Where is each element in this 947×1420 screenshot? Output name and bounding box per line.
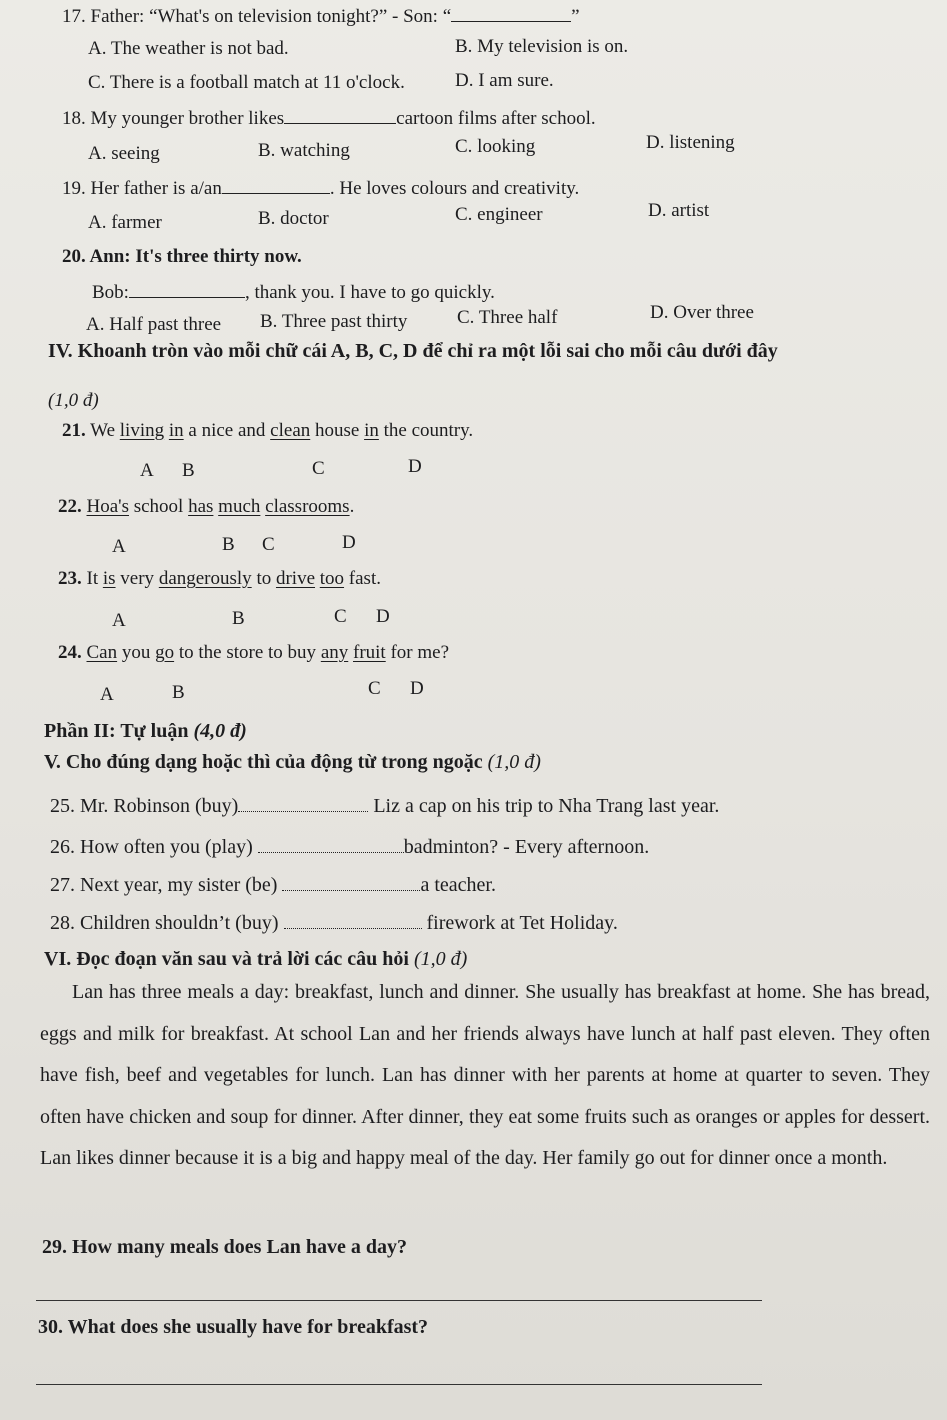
section-6-heading bbox=[44, 948, 467, 971]
option-19b[interactable]: B. doctor bbox=[258, 208, 329, 229]
section-5-title: V. Cho đúng dạng hoặc thì của động từ trong ngoặc bbox=[44, 751, 483, 773]
question-21-word: a nice and bbox=[188, 420, 266, 441]
part-2-heading bbox=[44, 720, 247, 743]
option-18d[interactable]: D. listening bbox=[646, 132, 735, 153]
question-21-option-d[interactable]: in bbox=[364, 420, 379, 441]
question-22-option-c[interactable]: much bbox=[218, 496, 261, 517]
question-21-word: house bbox=[315, 420, 360, 441]
question-21-letter-b: B bbox=[182, 460, 195, 481]
answer-blank-26[interactable] bbox=[258, 838, 404, 853]
question-22-word: school bbox=[133, 496, 184, 517]
question-18-stem: 18. My younger brother likes bbox=[62, 108, 285, 129]
question-23-number: 23. bbox=[58, 568, 82, 589]
question-22 bbox=[58, 496, 354, 518]
part-2-points: (4,0 đ) bbox=[193, 720, 247, 742]
question-21-letter-d: D bbox=[408, 456, 422, 477]
answer-blank-18[interactable] bbox=[284, 109, 396, 124]
option-19d[interactable]: D. artist bbox=[648, 200, 710, 221]
question-22-letter-d: D bbox=[342, 532, 356, 553]
option-17b[interactable]: B. My television is on. bbox=[455, 36, 629, 57]
question-20: 20. Ann: It's three thirty now. bbox=[62, 246, 302, 267]
question-23-letter-b: B bbox=[232, 608, 245, 629]
question-24-letter-d: D bbox=[410, 678, 424, 699]
answer-blank-20[interactable] bbox=[129, 283, 245, 298]
question-17-close-quote: ” bbox=[571, 6, 580, 27]
question-22-letter-a: A bbox=[112, 536, 126, 557]
question-21-option-c[interactable]: clean bbox=[270, 420, 311, 441]
question-23-option-b[interactable]: dangerously bbox=[158, 568, 252, 589]
question-21-number: 21. bbox=[62, 420, 86, 441]
answer-blank-19[interactable] bbox=[222, 179, 330, 194]
question-21-option-a[interactable]: living bbox=[119, 420, 165, 441]
question-27 bbox=[50, 874, 496, 897]
option-18a[interactable]: A. seeing bbox=[88, 143, 160, 164]
question-24-option-b[interactable]: go bbox=[155, 642, 175, 663]
question-27-tail: a teacher. bbox=[420, 874, 496, 896]
question-26 bbox=[50, 836, 649, 859]
question-24-option-c[interactable]: any bbox=[320, 642, 349, 663]
question-25-tail: Liz a cap on his trip to Nha Trang last year. bbox=[373, 795, 720, 817]
question-24-option-a[interactable]: Can bbox=[86, 642, 118, 663]
question-23-letter-a: A bbox=[112, 610, 126, 631]
question-23-option-c[interactable]: drive bbox=[275, 568, 316, 589]
answer-blank-25[interactable] bbox=[238, 797, 368, 812]
question-26-stem: 26. How often you (play) bbox=[50, 836, 253, 858]
question-18-tail: cartoon films after school. bbox=[396, 108, 596, 129]
section-4-points: (1,0 đ) bbox=[48, 390, 99, 411]
option-17d[interactable]: D. I am sure. bbox=[455, 70, 554, 91]
question-24-letter-b: B bbox=[172, 682, 185, 703]
option-19c[interactable]: C. engineer bbox=[455, 204, 543, 225]
question-24-letter-a: A bbox=[100, 684, 114, 705]
question-22-letter-b: B bbox=[222, 534, 235, 555]
part-2-title: Phần II: Tự luận bbox=[44, 720, 189, 742]
question-24-word: for me? bbox=[390, 642, 450, 663]
question-20-tail: , thank you. I have to go quickly. bbox=[244, 282, 495, 303]
question-29: 29. How many meals does Lan have a day? bbox=[42, 1236, 408, 1258]
question-25-stem: 25. Mr. Robinson (buy) bbox=[50, 795, 239, 817]
question-19 bbox=[62, 178, 579, 200]
section-4-title: IV. Khoanh tròn vào mỗi chữ cái A, B, C, D để chỉ ra một lỗi sai cho mỗi câu dưới đây bbox=[48, 340, 778, 362]
question-20-bob bbox=[92, 282, 495, 304]
question-21-word: the country. bbox=[383, 420, 474, 441]
question-21-letter-c: C bbox=[312, 458, 325, 479]
section-5-points: (1,0 đ) bbox=[487, 751, 541, 773]
question-24 bbox=[58, 642, 449, 664]
question-20-bob-label: Bob: bbox=[92, 282, 129, 303]
question-30: 30. What does she usually have for breakfast? bbox=[38, 1316, 429, 1338]
option-18c[interactable]: C. looking bbox=[455, 136, 536, 157]
question-23 bbox=[58, 568, 381, 590]
section-6-title: VI. Đọc đoạn văn sau và trả lời các câu hỏi bbox=[44, 948, 409, 970]
question-23-word: fast. bbox=[348, 568, 381, 589]
question-22-letter-c: C bbox=[262, 534, 275, 555]
question-19-stem: 19. Her father is a/an bbox=[62, 178, 222, 199]
question-18 bbox=[62, 108, 596, 130]
option-20b[interactable]: B. Three past thirty bbox=[260, 311, 408, 332]
question-21 bbox=[62, 420, 473, 442]
answer-line-30[interactable] bbox=[36, 1384, 762, 1385]
question-25 bbox=[50, 795, 719, 818]
question-28 bbox=[50, 912, 618, 935]
answer-blank-17[interactable] bbox=[451, 7, 571, 22]
question-23-word: to bbox=[256, 568, 272, 589]
question-23-letter-d: D bbox=[376, 606, 390, 627]
reading-passage: Lan has three meals a day: breakfast, lunch and dinner. She usually has breakfast at home. She has bread, eggs and milk for breakfast. At school Lan and her friends always have lunch at half past eleven. They often have fish, beef and vegetables for lunch. Lan has dinner with her parents at home at quarter to seven. They often have chicken and soup for dinner. After dinner, they eat some fruits such as oranges or apples for dessert. Lan likes dinner because it is a big and happy meal of the day. Her family go out for dinner once a month. bbox=[40, 981, 930, 1169]
question-27-stem: 27. Next year, my sister (be) bbox=[50, 874, 278, 896]
question-22-option-a[interactable]: Hoa's bbox=[86, 496, 129, 517]
question-24-option-d[interactable]: fruit bbox=[353, 642, 386, 663]
question-28-tail: firework at Tet Holiday. bbox=[426, 912, 618, 934]
option-20d[interactable]: D. Over three bbox=[650, 302, 754, 323]
question-23-option-a[interactable]: is bbox=[102, 568, 116, 589]
section-6-points: (1,0 đ) bbox=[413, 948, 468, 970]
answer-line-29[interactable] bbox=[36, 1300, 762, 1301]
option-17a[interactable]: A. The weather is not bad. bbox=[88, 38, 289, 59]
option-17c[interactable]: C. There is a football match at 11 o'clock. bbox=[88, 72, 405, 93]
question-23-option-d[interactable]: too bbox=[319, 568, 345, 589]
question-24-word: you bbox=[121, 642, 151, 663]
option-20a[interactable]: A. Half past three bbox=[86, 314, 222, 335]
question-19-tail: . He loves colours and creativity. bbox=[329, 178, 580, 199]
answer-blank-28[interactable] bbox=[284, 914, 422, 929]
question-23-word: It bbox=[86, 568, 99, 589]
question-24-letter-c: C bbox=[368, 678, 381, 699]
question-22-number: 22. bbox=[58, 496, 82, 517]
question-24-number: 24. bbox=[58, 642, 82, 663]
question-22-option-d[interactable]: classrooms bbox=[265, 496, 350, 517]
question-21-word: We bbox=[90, 420, 116, 441]
question-22-option-b[interactable]: has bbox=[188, 496, 214, 517]
question-26-tail: badminton? - Every afternoon. bbox=[403, 836, 650, 858]
option-20c[interactable]: C. Three half bbox=[457, 307, 558, 328]
question-17-stem: 17. Father: “What's on television tonight?” - Son: “ bbox=[62, 6, 452, 27]
option-19a[interactable]: A. farmer bbox=[88, 212, 162, 233]
answer-blank-27[interactable] bbox=[282, 876, 420, 891]
question-17 bbox=[62, 6, 580, 28]
question-23-word: very bbox=[120, 568, 155, 589]
question-21-letter-a: A bbox=[140, 460, 154, 481]
section-5-heading bbox=[44, 751, 541, 774]
option-18b[interactable]: B. watching bbox=[258, 140, 350, 161]
question-24-word: to the store to buy bbox=[178, 642, 317, 663]
question-28-stem: 28. Children shouldn’t (buy) bbox=[50, 912, 279, 934]
question-23-letter-c: C bbox=[334, 606, 347, 627]
question-21-option-b[interactable]: in bbox=[168, 420, 184, 441]
question-22-period: . bbox=[349, 496, 355, 517]
